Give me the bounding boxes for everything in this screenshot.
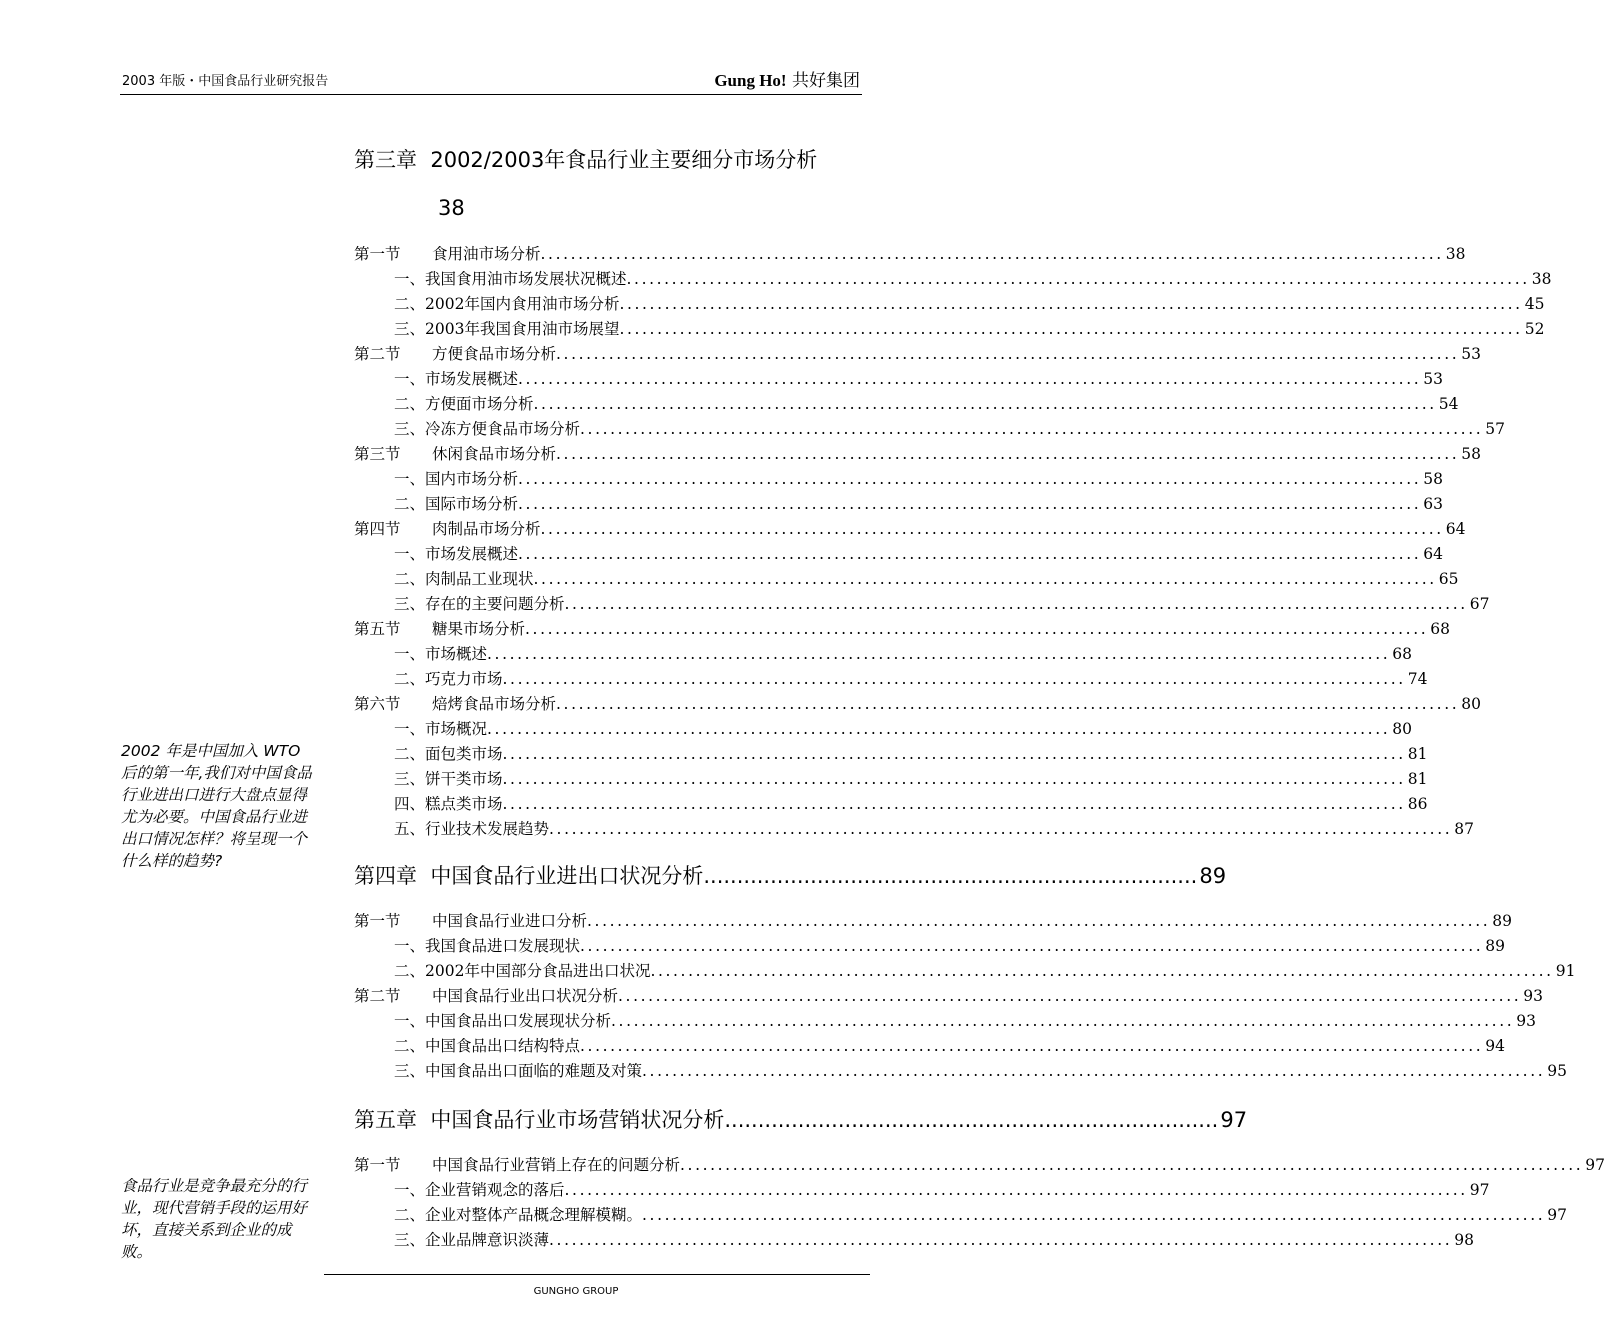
toc-entry-title: 一、市场概述 bbox=[394, 645, 488, 663]
toc-entry-title: 中国食品行业出口状况分析 bbox=[432, 987, 619, 1005]
toc-section-entry[interactable] bbox=[354, 242, 1466, 267]
toc-leader-dots: ........................................................................................................................ bbox=[642, 1062, 1546, 1080]
toc-entry-title: 二、2002年国内食用油市场分析 bbox=[394, 295, 620, 313]
toc-leader-dots: ........................................................................................................................ bbox=[549, 820, 1453, 838]
chapter-leader-dots: .......................................................................... bbox=[703, 864, 1198, 888]
toc-section-entry[interactable] bbox=[354, 342, 1481, 367]
toc-entry-title: 二、方便面市场分析 bbox=[394, 395, 534, 413]
chapter-3-entries bbox=[354, 242, 1552, 842]
toc-section-label: 第三节 bbox=[354, 445, 401, 463]
toc-section-entry[interactable] bbox=[354, 692, 1481, 717]
toc-subsection-entry[interactable] bbox=[354, 292, 1545, 317]
toc-page-number: 81 bbox=[1407, 745, 1428, 763]
toc-page-number: 97 bbox=[1547, 1206, 1567, 1224]
toc-page-number: 74 bbox=[1407, 670, 1428, 688]
header-brand-en: Gung Ho! bbox=[714, 71, 787, 90]
toc-page-number: 64 bbox=[1445, 520, 1466, 538]
toc-subsection-entry[interactable] bbox=[354, 1009, 1536, 1034]
toc-entry-title: 三、饼干类市场 bbox=[394, 770, 503, 788]
toc-entry-title: 五、行业技术发展趋势 bbox=[394, 820, 550, 838]
toc-page-number: 58 bbox=[1423, 470, 1443, 488]
toc-leader-dots: ........................................................................................................................ bbox=[533, 570, 1437, 588]
toc-subsection-entry[interactable] bbox=[354, 267, 1552, 292]
toc-leader-dots: ........................................................................................................................ bbox=[680, 1156, 1584, 1174]
toc-subsection-entry[interactable] bbox=[354, 1228, 1474, 1253]
toc-entry-title: 四、糕点类市场 bbox=[394, 795, 503, 813]
toc-leader-dots: ........................................................................................................................ bbox=[650, 962, 1554, 980]
header-report-title: 2003 年版・中国食品行业研究报告 bbox=[122, 74, 329, 89]
toc-entry-title: 一、企业营销观念的落后 bbox=[394, 1181, 565, 1199]
toc-section-entry[interactable] bbox=[354, 984, 1543, 1009]
toc-page-number: 95 bbox=[1547, 1062, 1567, 1080]
chapter-page: 89 bbox=[1199, 864, 1227, 888]
chapter-4-heading bbox=[354, 862, 1227, 890]
toc-section-label: 第一节 bbox=[354, 1156, 401, 1174]
toc-section-label: 第五节 bbox=[354, 620, 401, 638]
toc-section-label: 第六节 bbox=[354, 695, 401, 713]
toc-entry-title: 三、存在的主要问题分析 bbox=[394, 595, 565, 613]
toc-page-number: 67 bbox=[1469, 595, 1490, 613]
toc-page-number: 38 bbox=[1445, 245, 1466, 263]
toc-subsection-entry[interactable] bbox=[354, 1059, 1567, 1084]
toc-subsection-entry[interactable] bbox=[354, 742, 1428, 767]
toc-leader-dots: ........................................................................................................................ bbox=[587, 912, 1491, 930]
toc-subsection-entry[interactable] bbox=[354, 467, 1443, 492]
toc-subsection-entry[interactable] bbox=[354, 417, 1505, 442]
footer-divider bbox=[324, 1274, 870, 1275]
toc-section-entry[interactable] bbox=[354, 1153, 1605, 1178]
toc-leader-dots: ........................................................................................................................ bbox=[525, 620, 1429, 638]
toc-entry-title: 一、国内市场分析 bbox=[394, 470, 519, 488]
toc-leader-dots: ........................................................................................................................ bbox=[618, 987, 1522, 1005]
toc-subsection-entry[interactable] bbox=[354, 934, 1505, 959]
toc-subsection-entry[interactable] bbox=[354, 492, 1443, 517]
chapter-title: 第四章 中国食品行业进出口状况分析 bbox=[354, 864, 704, 888]
chapter-3-heading bbox=[354, 146, 862, 174]
toc-section-label: 第四节 bbox=[354, 520, 401, 538]
toc-leader-dots: ........................................................................................................................ bbox=[540, 520, 1444, 538]
toc-subsection-entry[interactable] bbox=[354, 592, 1490, 617]
toc-page-number: 98 bbox=[1454, 1231, 1474, 1249]
toc-page-number: 87 bbox=[1454, 820, 1474, 838]
toc-entry-title: 中国食品行业进口分析 bbox=[432, 912, 588, 930]
toc-leader-dots: ........................................................................................................................ bbox=[518, 495, 1422, 513]
toc-page-number: 52 bbox=[1524, 320, 1545, 338]
toc-entry-title: 糖果市场分析 bbox=[432, 620, 526, 638]
toc-subsection-entry[interactable] bbox=[354, 392, 1459, 417]
toc-leader-dots: ........................................................................................................................ bbox=[556, 345, 1460, 363]
toc-leader-dots: ........................................................................................................................ bbox=[518, 545, 1422, 563]
toc-leader-dots: ........................................................................................................................ bbox=[518, 470, 1422, 488]
toc-page-number: 86 bbox=[1407, 795, 1428, 813]
toc-subsection-entry[interactable] bbox=[354, 642, 1412, 667]
header-brand bbox=[714, 66, 860, 91]
toc-page-number: 68 bbox=[1392, 645, 1412, 663]
toc-entry-title: 三、2003年我国食用油市场展望 bbox=[394, 320, 620, 338]
toc-subsection-entry[interactable] bbox=[354, 717, 1412, 742]
toc-subsection-entry[interactable] bbox=[354, 1178, 1490, 1203]
toc-section-label: 第一节 bbox=[354, 912, 401, 930]
toc-entry-title: 二、肉制品工业现状 bbox=[394, 570, 534, 588]
toc-leader-dots: ........................................................................................................................ bbox=[556, 695, 1460, 713]
toc-entry-title: 三、企业品牌意识淡薄 bbox=[394, 1231, 550, 1249]
toc-entry-title: 二、国际市场分析 bbox=[394, 495, 519, 513]
toc-leader-dots: ........................................................................................................................ bbox=[502, 670, 1406, 688]
toc-entry-title: 焙烤食品市场分析 bbox=[432, 695, 557, 713]
toc-leader-dots: ........................................................................................................................ bbox=[580, 1037, 1484, 1055]
toc-page-number: 57 bbox=[1485, 420, 1505, 438]
toc-page-number: 97 bbox=[1469, 1181, 1490, 1199]
toc-entry-title: 二、中国食品出口结构特点 bbox=[394, 1037, 581, 1055]
header-brand-cn: 共好集团 bbox=[786, 71, 860, 91]
toc-entry-title: 二、面包类市场 bbox=[394, 745, 503, 763]
toc-entry-title: 休闲食品市场分析 bbox=[432, 445, 557, 463]
toc-subsection-entry[interactable] bbox=[354, 667, 1428, 692]
toc-entry-title: 一、市场发展概述 bbox=[394, 545, 519, 563]
chapter-3-page: 38 bbox=[438, 196, 465, 220]
toc-page-number: 54 bbox=[1438, 395, 1459, 413]
chapter-title: 第五章 中国食品行业市场营销状况分析 bbox=[354, 1108, 725, 1132]
toc-entry-title: 食用油市场分析 bbox=[432, 245, 541, 263]
toc-leader-dots: ........................................................................................................................ bbox=[518, 370, 1422, 388]
toc-page-number: 68 bbox=[1430, 620, 1450, 638]
toc-leader-dots: ........................................................................................................................ bbox=[502, 745, 1406, 763]
toc-entry-title: 二、企业对整体产品概念理解模糊。 bbox=[394, 1206, 643, 1224]
toc-entry-title: 三、中国食品出口面临的难题及对策 bbox=[394, 1062, 643, 1080]
toc-section-entry[interactable] bbox=[354, 442, 1481, 467]
chapter-page: 97 bbox=[1220, 1108, 1248, 1132]
toc-leader-dots: ........................................................................................................................ bbox=[487, 720, 1391, 738]
toc-page-number: 93 bbox=[1516, 1012, 1536, 1030]
chapter-leader-dots: .......................................................................... bbox=[724, 1108, 1219, 1132]
toc-subsection-entry[interactable] bbox=[354, 1034, 1505, 1059]
toc-subsection-entry[interactable] bbox=[354, 959, 1576, 984]
toc-page-number: 89 bbox=[1485, 937, 1505, 955]
toc-entry-title: 中国食品行业营销上存在的问题分析 bbox=[432, 1156, 681, 1174]
toc-page-number: 80 bbox=[1461, 695, 1481, 713]
toc-leader-dots: ........................................................................................................................ bbox=[540, 245, 1444, 263]
toc-entry-title: 二、巧克力市场 bbox=[394, 670, 503, 688]
toc-subsection-entry[interactable] bbox=[354, 817, 1474, 842]
chapter-5-entries bbox=[354, 1153, 1605, 1253]
toc-leader-dots: ........................................................................................................................ bbox=[580, 937, 1484, 955]
toc-section-label: 第二节 bbox=[354, 345, 401, 363]
toc-entry-title: 一、我国食品进口发展现状 bbox=[394, 937, 581, 955]
toc-entry-title: 三、冷冻方便食品市场分析 bbox=[394, 420, 581, 438]
toc-page-number: 94 bbox=[1485, 1037, 1505, 1055]
toc-entry-title: 一、中国食品出口发展现状分析 bbox=[394, 1012, 612, 1030]
toc-leader-dots: ........................................................................................................................ bbox=[619, 320, 1523, 338]
toc-page-number: 91 bbox=[1555, 962, 1576, 980]
toc-leader-dots: ........................................................................................................................ bbox=[533, 395, 1437, 413]
toc-page-number: 53 bbox=[1461, 345, 1481, 363]
toc-leader-dots: ........................................................................................................................ bbox=[502, 770, 1406, 788]
toc-leader-dots: ........................................................................................................................ bbox=[487, 645, 1391, 663]
toc-leader-dots: ........................................................................................................................ bbox=[502, 795, 1406, 813]
toc-entry-title: 方便食品市场分析 bbox=[432, 345, 557, 363]
toc-subsection-entry[interactable] bbox=[354, 542, 1443, 567]
toc-leader-dots: ........................................................................................................................ bbox=[549, 1231, 1453, 1249]
toc-page-number: 58 bbox=[1461, 445, 1481, 463]
toc-section-entry[interactable] bbox=[354, 517, 1466, 542]
toc-subsection-entry[interactable] bbox=[354, 792, 1428, 817]
toc-section-label: 第一节 bbox=[354, 245, 401, 263]
toc-leader-dots: ........................................................................................................................ bbox=[556, 445, 1460, 463]
toc-page-number: 65 bbox=[1438, 570, 1459, 588]
toc-leader-dots: ........................................................................................................................ bbox=[564, 595, 1468, 613]
toc-subsection-entry[interactable] bbox=[354, 1203, 1567, 1228]
toc-page-number: 81 bbox=[1407, 770, 1428, 788]
chapter-4-entries bbox=[354, 909, 1576, 1084]
toc-entry-title: 一、市场发展概述 bbox=[394, 370, 519, 388]
toc-subsection-entry[interactable] bbox=[354, 567, 1459, 592]
toc-entry-title: 肉制品市场分析 bbox=[432, 520, 541, 538]
chapter-5-heading bbox=[354, 1106, 1248, 1134]
sidenote-marketing: 食品行业是竞争最充分的行业，现代营销手段的运用好坏，直接关系到企业的成败。 bbox=[121, 1177, 308, 1261]
toc-page-number: 63 bbox=[1423, 495, 1443, 513]
toc-subsection-entry[interactable] bbox=[354, 767, 1428, 792]
header-divider bbox=[120, 94, 862, 95]
toc-entry-title: 一、市场概况 bbox=[394, 720, 488, 738]
toc-section-entry[interactable] bbox=[354, 909, 1512, 934]
chapter-title: 第三章 2002/2003年食品行业主要细分市场分析 bbox=[354, 148, 818, 172]
toc-page-number: 38 bbox=[1531, 270, 1552, 288]
toc-section-label: 第二节 bbox=[354, 987, 401, 1005]
toc-entry-title: 一、我国食用油市场发展状况概述 bbox=[394, 270, 627, 288]
toc-page-number: 64 bbox=[1423, 545, 1443, 563]
toc-leader-dots: ........................................................................................................................ bbox=[642, 1206, 1546, 1224]
toc-leader-dots: ........................................................................................................................ bbox=[564, 1181, 1468, 1199]
footer-company: GUNGHO GROUP bbox=[533, 1286, 619, 1297]
toc-section-entry[interactable] bbox=[354, 617, 1450, 642]
toc-page-number: 45 bbox=[1524, 295, 1545, 313]
toc-page-number: 80 bbox=[1392, 720, 1412, 738]
sidenote-import-export: 2002 年是中国加入 WTO 后的第一年,我们对中国食品行业进出口进行大盘点显得尤为必要。中国食品行业进出口情况怎样？将呈现一个什么样的趋势? bbox=[121, 742, 312, 870]
toc-page-number: 53 bbox=[1423, 370, 1443, 388]
toc-page-number: 93 bbox=[1523, 987, 1543, 1005]
toc-page-number: 97 bbox=[1585, 1156, 1605, 1174]
toc-entry-title: 二、2002年中国部分食品进出口状况 bbox=[394, 962, 651, 980]
toc-page-number: 89 bbox=[1492, 912, 1512, 930]
toc-subsection-entry[interactable] bbox=[354, 317, 1545, 342]
toc-subsection-entry[interactable] bbox=[354, 367, 1443, 392]
toc-leader-dots: ........................................................................................................................ bbox=[611, 1012, 1515, 1030]
toc-leader-dots: ........................................................................................................................ bbox=[580, 420, 1484, 438]
toc-leader-dots: ........................................................................................................................ bbox=[626, 270, 1530, 288]
toc-leader-dots: ........................................................................................................................ bbox=[619, 295, 1523, 313]
